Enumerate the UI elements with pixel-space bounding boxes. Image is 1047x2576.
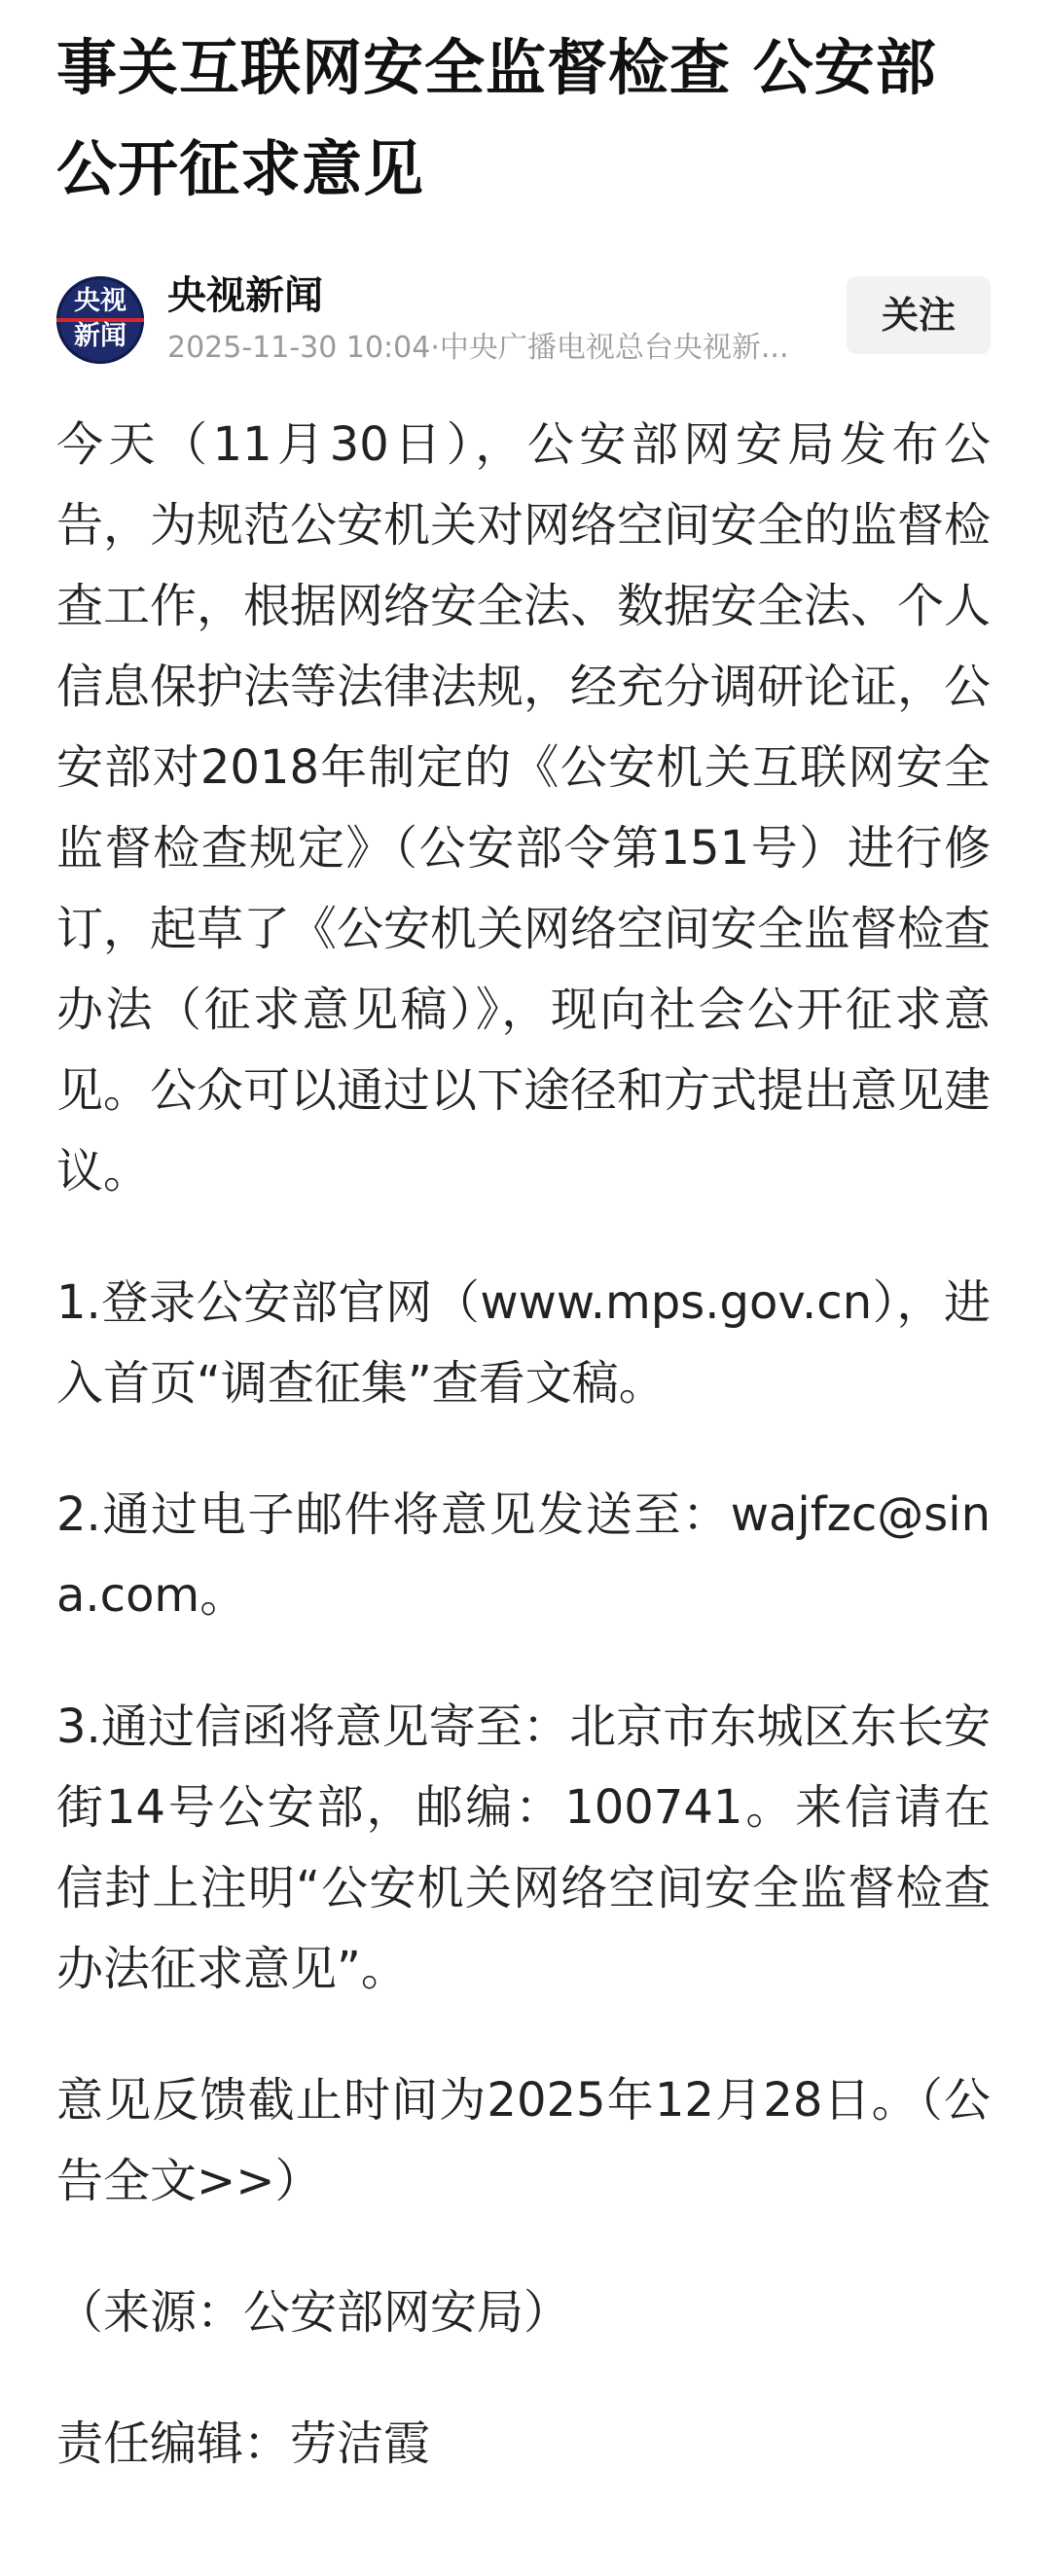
body-paragraph-channel-website: 1.登录公安部官网（www.mps.gov.cn），进入首页“调查征集”查看文稿。 [56, 1275, 991, 1411]
body-paragraph-source: （来源：公安部网安局） [56, 2285, 571, 2340]
source-avatar[interactable] [56, 276, 144, 364]
avatar-logo-text-top: 央视 [74, 286, 126, 316]
body-paragraph-channel-letter: 3.通过信函将意见寄至：北京市东城区东长安街14号公安部，邮编：100741。来信请在信封上注明“公安机关网络空间安全监督检查办法征求意见”。 [56, 1699, 991, 1996]
body-paragraph-channel-email: 2.通过电子邮件将意见发送至：wajfzc@sina.com。 [56, 1487, 991, 1623]
follow-button[interactable]: 关注 [847, 276, 991, 354]
avatar-logo-text-bottom: 新闻 [74, 321, 126, 351]
article-body [56, 405, 991, 2485]
publish-meta: 2025-11-30 10:04·中央广播电视总台央视新... [167, 331, 789, 365]
source-name[interactable]: 央视新闻 [167, 273, 323, 318]
body-paragraph-intro: 今天（11月30日），公安部网安局发布公告，为规范公安机关对网络空间安全的监督检查工作，根据网络安全法、数据安全法、个人信息保护法等法律法规，经充分调研论证，公安部对2018年制定的《公安机关互联网安全监督检查规定》（公安部令第151号）进行修订，起草了《公安机关网络空间安全监督检查办法（征求意见稿）》，现向社会公开征求意见。公众可以通过以下途径和方式提出意见建议。 [56, 417, 992, 1199]
article-title: 事关互联网安全监督检查 公安部公开征求意见 [56, 32, 937, 204]
body-paragraph-deadline: 意见反馈截止时间为2025年12月28日。（公告全文>>） [56, 2073, 991, 2208]
author-row [56, 268, 991, 376]
body-paragraph-editor: 责任编辑：劳洁霞 [56, 2416, 431, 2471]
